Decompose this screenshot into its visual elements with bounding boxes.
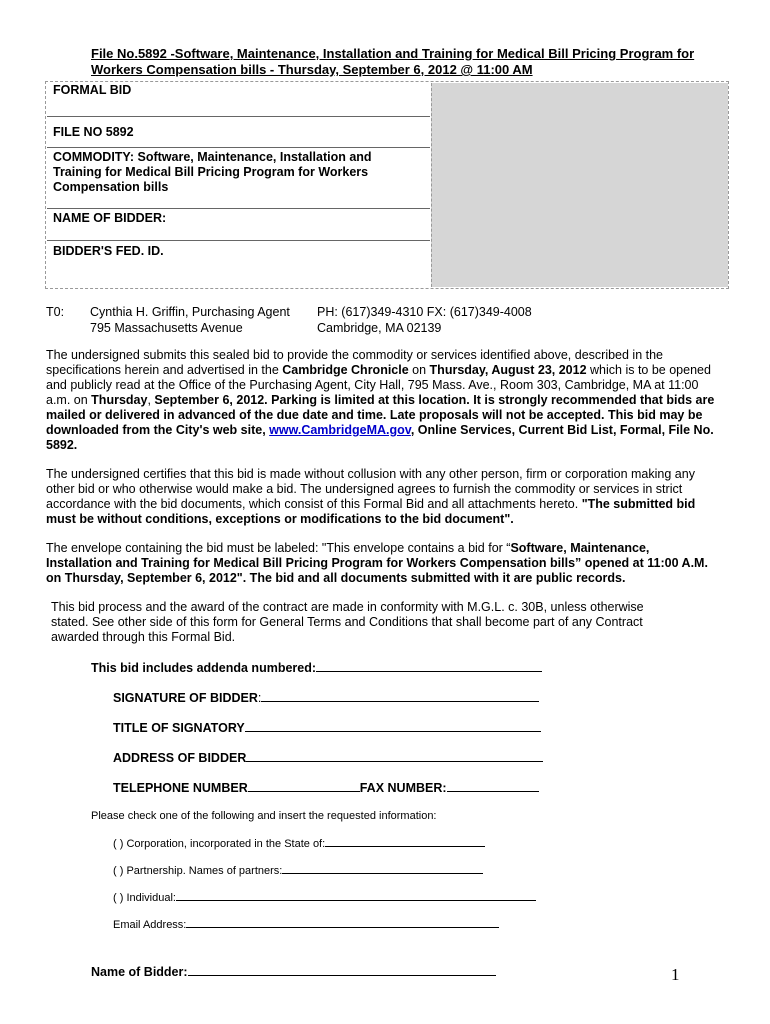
certification-paragraph: The undersigned certifies that this bid is made without collusion with any other person, firm or corporation making any other bid or who otherwise would make a bid. The undersigned agrees to furnish the commodity or services in strict accordance with the bid documents, which consist of this Formal Bid and all attachments hereto. "The submitted bid must be without conditions, exceptions or modifications to the bid document". (46, 467, 696, 526)
corporation-option[interactable]: ( ) Corporation, incorporated in the State of: (113, 836, 485, 851)
signature-field[interactable]: SIGNATURE OF BIDDER: (113, 689, 539, 705)
document-title (91, 46, 711, 78)
recipient-city: Cambridge, MA 02139 (317, 321, 442, 335)
commodity-line-3: Compensation bills (53, 180, 169, 194)
page-number: 1 (671, 965, 680, 984)
name-of-bidder-field[interactable]: NAME OF BIDDER: (53, 211, 167, 225)
check-instruction: Please check one of the following and insert the requested information: (91, 810, 437, 822)
envelope-label-paragraph: The envelope containing the bid must be labeled: "This envelope contains a bid for “Software, Maintenance, Installation and Training for Medical Bill Pricing Program for Workers Compensation bills” opened at 11:00 A.M. on Thursday, September 6, 2012". The bid and all documents submitted with it are public records. (46, 541, 708, 585)
footer-name-of-bidder-field[interactable]: Name of Bidder: (91, 963, 496, 979)
to-label: T0: (46, 305, 65, 319)
title-line-1: File No.5892 -Software, Maintenance, Installation and Training for Medical Bill Pricing Program for (91, 46, 695, 61)
divider (47, 240, 430, 241)
email-address-field[interactable]: Email Address: (113, 917, 499, 932)
formal-bid-label: FORMAL BID (53, 83, 132, 97)
recipient-address: 795 Massachusetts Avenue (90, 321, 243, 335)
bidders-fed-id-field[interactable]: BIDDER'S FED. ID. (53, 244, 164, 258)
file-no-label: FILE NO 5892 (53, 125, 134, 139)
divider (47, 208, 430, 209)
commodity-label (53, 150, 423, 195)
address-of-bidder-field[interactable]: ADDRESS OF BIDDER (113, 749, 543, 765)
bid-submission-paragraph: The undersigned submits this sealed bid to provide the commodity or services identified above, described in the specifications herein and advertised in the Cambridge Chronicle on Thursday, August 23, 2012 which is to be opened and publicly read at the Office of the Purchasing Agent, City Hall, 795 Mass. Ave., Room 303, Cambridge, MA at 11:00 a.m. on Thursday, September 6, 2012. Parking is limited at this location. It is strongly recommended that bids are mailed or delivered in advanced of the due date and time. Late proposals will not be accepted. This bid may be downloaded from the City's web site, www.CambridgeMA.gov, Online Services, Current Bid List, Formal, File No. 5892. (46, 348, 715, 452)
title-line-2: Workers Compensation bills - Thursday, September 6, 2012 @ 11:00 AM (91, 62, 533, 77)
mgl-conformity-paragraph: This bid process and the award of the contract are made in conformity with M.G.L. c. 30B, unless otherwise stated. See other side of this form for General Terms and Conditions that shall become part of any Contract awarded through this Formal Bid. (51, 600, 644, 644)
addenda-field[interactable]: This bid includes addenda numbered: (91, 659, 542, 675)
commodity-line-1: COMMODITY: Software, Maintenance, Installation and (53, 150, 372, 164)
city-website-link[interactable]: www.CambridgeMA.gov (269, 423, 411, 437)
recipient-name: Cynthia H. Griffin, Purchasing Agent (90, 305, 290, 319)
fax-label: FAX NUMBER: (359, 781, 447, 795)
recipient-phone-fax: PH: (617)349-4310 FX: (617)349-4008 (317, 305, 532, 319)
title-of-signatory-field[interactable]: TITLE OF SIGNATORY (113, 719, 541, 735)
partnership-option[interactable]: ( ) Partnership. Names of partners: (113, 863, 483, 878)
official-use-shaded-area (431, 83, 728, 287)
divider (47, 147, 430, 148)
individual-option[interactable]: ( ) Individual: (113, 890, 536, 905)
commodity-line-2: Training for Medical Bill Pricing Program for Workers (53, 165, 369, 179)
divider (47, 116, 430, 117)
telephone-fax-field[interactable]: TELEPHONE NUMBER FAX NUMBER: (113, 779, 539, 795)
